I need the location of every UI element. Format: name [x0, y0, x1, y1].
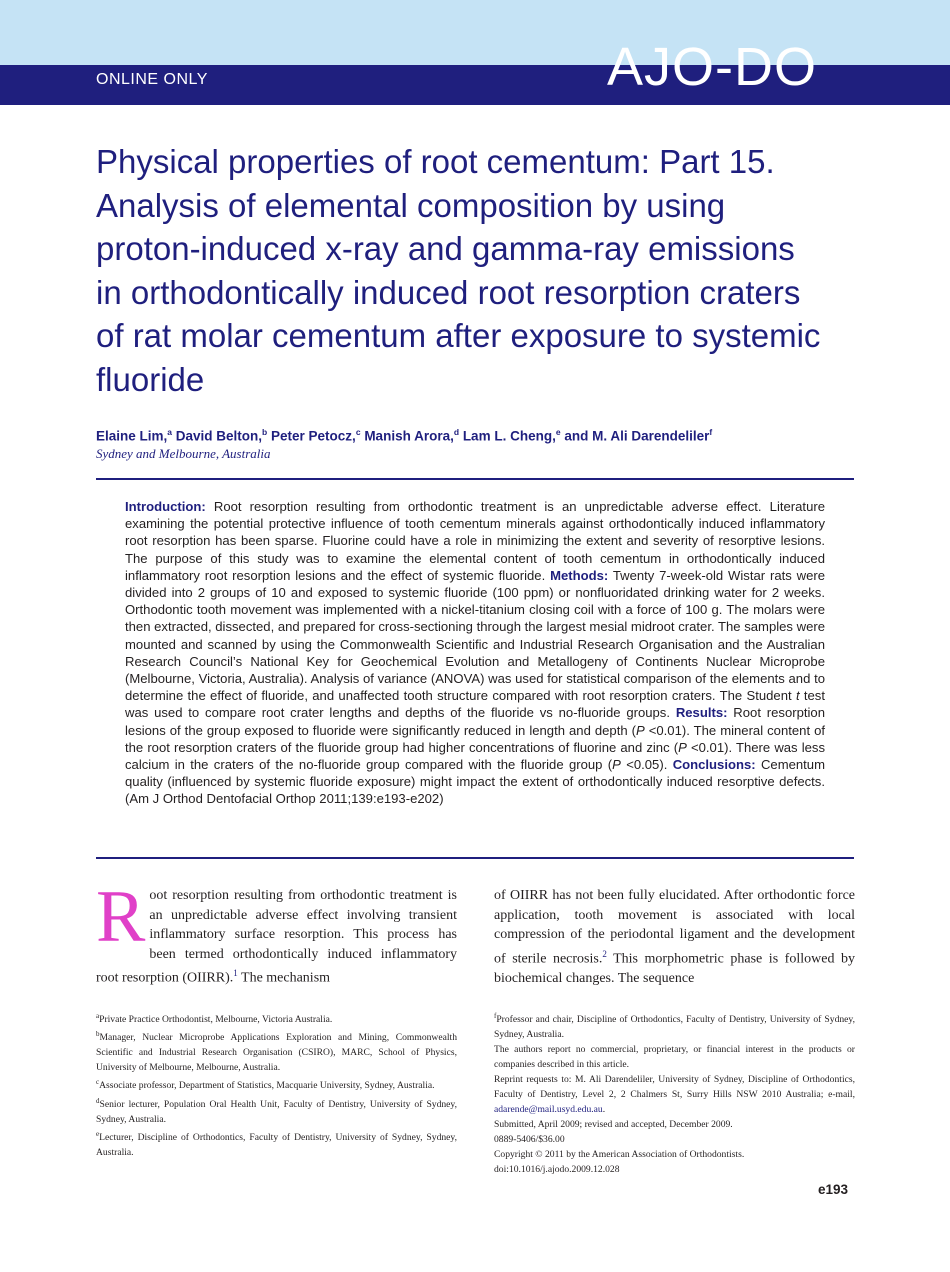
body-column-left: [96, 876, 457, 988]
doi: doi:10.1016/j.ajodo.2009.12.028: [494, 1164, 620, 1176]
body-paragraph: [96, 876, 457, 988]
conflict-statement: The authors report no commercial, proprietary, or financial interest in the products or companies described in this article.: [494, 1044, 855, 1071]
submission-dates: Submitted, April 2009; revised and accepted, December 2009.: [494, 1119, 733, 1131]
body-text: The mechanism: [237, 970, 331, 986]
author-affiliation-mark: f: [709, 427, 713, 437]
footnote-text: Professor and chair, Discipline of Orthodontics, Faculty of Dentistry, University of Sydney, Sydney, Australia.: [494, 1014, 855, 1041]
author-affiliation-mark: a: [167, 427, 173, 437]
footnote-text: Associate professor, Department of Statistics, Macquarie University, Sydney, Australia.: [99, 1080, 435, 1092]
author-affiliation-mark: d: [453, 427, 460, 437]
abstract-p-symbol: P: [678, 739, 687, 755]
divider-top: [96, 478, 854, 480]
abstract-methods-text: test was used to compare root crater lengths and depths of the fluoride vs no-fluoride groups.: [125, 688, 825, 721]
footnote: [494, 1009, 855, 1042]
body-text: oot resorption resulting from orthodontic treatment is an unpredictable adverse effect involving transient inflammatory surface resorption. This process has been termed orthodontically induced inflammatory root resorption (OIIRR).: [96, 888, 457, 986]
abstract-results-text: <0.01). There was less calcium in the craters of the no-fluoride group compared with the fluoride group (: [125, 739, 826, 773]
reprint-text-end: .: [602, 1104, 606, 1116]
author-name: and M. Ali Darendeliler: [564, 428, 710, 444]
footnote-text: Manager, Nuclear Microprobe Applications Exploration and Mining, Commonwealth Scientific and Industrial Research Organisation (CSIRO), MARC, School of Physics, University of Melbourne, Melbourne, Australia.: [96, 1032, 457, 1074]
author-name: David Belton,: [175, 428, 263, 444]
footnote: [96, 1027, 457, 1075]
abstract-label-introduction: Introduction:: [125, 499, 206, 514]
section-label: ONLINE ONLY: [96, 71, 208, 88]
abstract-p-symbol: P: [612, 757, 621, 773]
drop-cap: R: [96, 876, 146, 958]
title-line: Analysis of elemental composition by using: [96, 186, 726, 224]
footnote-mark: f: [494, 1012, 497, 1020]
author-affiliation-mark: e: [555, 427, 561, 437]
body-column-right: [494, 886, 855, 988]
email-link[interactable]: adarende@mail.usyd.edu.au: [494, 1104, 603, 1116]
abstract-italic-t: t: [795, 688, 800, 704]
author-name: Elaine Lim,: [96, 428, 168, 444]
abstract-p-symbol: P: [636, 722, 645, 738]
title-line: in orthodontically induced root resorption craters: [96, 273, 801, 311]
footnote-mark: a: [96, 1012, 100, 1020]
abstract-results-text: Root resorption lesions of the group exposed to fluoride were significantly reduced in length and depth (: [125, 705, 825, 738]
author-name: Lam L. Cheng,: [462, 428, 556, 444]
title-line: Physical properties of root cementum: Part 15.: [96, 143, 775, 180]
body-text: This morphometric phase is followed by biochemical changes. The sequence: [494, 951, 855, 986]
footnote: [96, 1127, 457, 1160]
title-line: fluoride: [96, 360, 205, 398]
abstract-conclusions-text: Cementum quality (influenced by systemic fluoride exposure) might impact the extent of orthodontically induced resorptive defects. (Am J Orthod Dentofacial Orthop 2011;139:e193-e202): [125, 757, 825, 807]
author-affiliation-mark: b: [262, 427, 268, 437]
author-affiliation-mark: c: [355, 427, 361, 437]
footnote: [96, 1075, 457, 1093]
title-line: of rat molar cementum after exposure to systemic: [96, 317, 821, 354]
issn: 0889-5406/$36.00: [494, 1134, 565, 1146]
footnote-mark: c: [96, 1078, 100, 1087]
footnote-mark: d: [96, 1096, 100, 1105]
author-list: [96, 427, 712, 444]
reference-link[interactable]: 2: [602, 948, 607, 959]
footnotes-right: [494, 1009, 855, 1177]
footnotes-left: [96, 1009, 457, 1160]
footnote-mark: b: [96, 1030, 100, 1039]
footnote-mark: e: [96, 1129, 100, 1138]
body-paragraph: [494, 886, 855, 988]
abstract-label-conclusions: Conclusions:: [672, 757, 756, 773]
abstract-paragraph: [125, 498, 825, 808]
footnote: [96, 1094, 457, 1127]
abstract-label-results: Results:: [675, 705, 728, 721]
abstract-label-methods: Methods:: [550, 567, 609, 583]
copyright: Copyright © 2011 by the American Association of Orthodontists.: [494, 1149, 745, 1161]
reprint-text: Reprint requests to: M. Ali Darendeliler, University of Sydney, Discipline of Orthodontics, Faculty of Dentistry, Level 2, 2 Chalmers St, Surry Hills NSW 2010 Australia; e-mail,: [494, 1074, 855, 1101]
reprint-request: [494, 1072, 855, 1117]
reference-link[interactable]: 1: [233, 968, 238, 978]
abstract-results-text: <0.05).: [620, 757, 673, 773]
divider-bottom: [96, 857, 854, 859]
footnote-text: Private Practice Orthodontist, Melbourne, Victoria Australia.: [99, 1014, 333, 1026]
page-number: e193: [818, 1182, 849, 1197]
journal-logo[interactable]: AJO-DO: [607, 37, 818, 97]
abstract-methods-text: Twenty 7-week-old Wistar rats were divided into 2 groups of 10 and exposed to systemic fluoride (100 ppm) or nonfluoridated drinking water for 2 weeks. Orthodontic tooth movement was implemented with a nickel-titanium closing coil with a force of 100 g. The molars were then extracted, dissected, and prepared for cross-sectioning through the largest mesial midroot crater. The samples were mounted and scanned by using the Commonwealth Scientific and Industrial Research Organisation and the Australian Research Council’s National Key for Geochemical Evolution and Metallogeny of Continents Nuclear Microprobe (Melbourne, Victoria, Australia). Analysis of variance (ANOVA) was used for statistical comparison of the elements and to determine the effect of fluoride, and unaffected tooth structure compared with root resorption craters. The Student: [125, 567, 825, 704]
abstract: [125, 498, 825, 808]
author-name: Manish Arora,: [364, 428, 454, 444]
author-location: Sydney and Melbourne, Australia: [96, 446, 271, 461]
abstract-results-text: <0.01). The mineral content of the root resorption craters of the fluoride group had higher concentrations of fluorine and zinc (: [125, 722, 826, 755]
footnote-text: Lecturer, Discipline of Orthodontics, Faculty of Dentistry, University of Sydney, Sydney, Australia.: [96, 1131, 457, 1158]
author-name: Peter Petocz,: [271, 428, 356, 444]
body-text: of OIIRR has not been fully elucidated. After orthodontic force application, tooth movement is associated with local compression of the periodontal ligament and the development of sterile necrosis.: [494, 888, 855, 967]
article-title: [96, 140, 876, 401]
title-line: proton-induced x-ray and gamma-ray emissions: [96, 230, 795, 267]
footnote-text: Senior lecturer, Population Oral Health Unit, Faculty of Dentistry, University of Sydney, Sydney, Australia.: [96, 1098, 457, 1125]
footnote: [96, 1009, 457, 1027]
abstract-introduction-text: Root resorption resulting from orthodontic treatment is an unpredictable adverse effect. Literature examining the potential protective influence of tooth cementum minerals against orthodontically induced inflammatory root resorption has been sparse. Fluorine could have a role in minimizing the extent and severity of resorptive lesions. The purpose of this study was to examine the elemental content of tooth cementum in orthodontically induced inflammatory root resorption lesions and the effect of systemic fluoride.: [125, 499, 825, 583]
